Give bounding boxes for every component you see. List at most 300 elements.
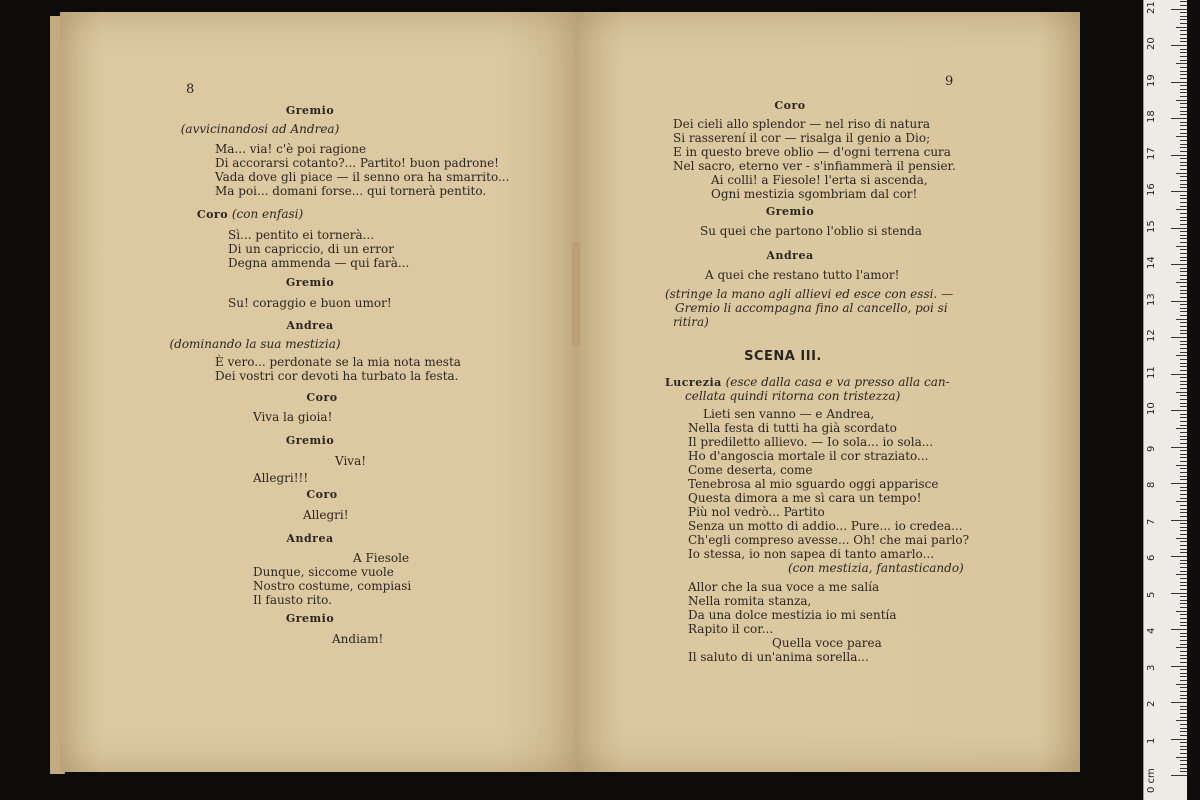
speaker-name-text: Gremio [285,612,335,625]
verse-line-text: Io stessa, io non sapea di tanto amarlo... [688,547,935,561]
ruler-tick [1180,749,1187,750]
ruler-tick [1180,505,1187,506]
ruler-tick [1180,257,1187,258]
ruler-tick [1171,666,1187,667]
verse-line-text: Il fausto rito. [253,593,332,607]
speaker-name-text: Gremio [285,276,335,289]
ruler-tick [1180,125,1187,126]
ruler-tick [1180,286,1187,287]
ruler-tick [1171,556,1187,557]
ruler-tick [1180,315,1187,316]
verse-line-text: Dei vostri cor devoti ha turbato la festa. [215,369,459,383]
ruler-tick [1180,235,1187,236]
ruler-tick [1180,341,1187,342]
speaker-name-text: Gremio [285,104,335,117]
ruler-tick [1180,71,1187,72]
verse-line-text: Nella romita stanza, [688,594,812,608]
ruler-label: 12 [1146,329,1157,342]
verse-line [688,548,934,561]
ruler-tick [1180,600,1187,601]
ruler-tick [1180,768,1187,769]
ruler-tick [1176,209,1187,210]
verse-line [253,411,332,424]
ruler-tick [1171,739,1187,740]
verse-line [688,623,773,636]
ruler-tick [1171,520,1187,521]
verse-line-text: Questa dimora a me sì cara un tempo! [688,491,922,505]
stage-direction [673,316,709,329]
ruler-tick [1180,457,1187,458]
ruler-tick [1180,38,1187,39]
ruler-tick [1180,530,1187,531]
ruler-tick [1180,16,1187,17]
measuring-ruler [1143,0,1187,800]
ruler-tick [1176,246,1187,247]
verse-line [711,188,917,201]
ruler-tick [1180,523,1187,524]
ruler-tick [1180,176,1187,177]
verse-line-text: Dunque, siccome vuole [253,565,394,579]
verse-line [673,146,951,159]
stage-direction: (esce dalla casa e va presso alla can- [721,375,950,389]
verse-line-text: Ma... via! c'è poi ragione [215,142,367,156]
ruler-tick [1180,30,1187,31]
speaker-name-text: Andrea [766,249,814,262]
ruler-label: 16 [1146,183,1157,196]
ruler-label: 19 [1146,73,1157,87]
verse-line-text: Come deserta, come [688,463,813,477]
ruler-label: 18 [1146,110,1157,123]
verse-line-text: Nostro costume, compiasi [253,579,412,593]
verse-line-text: Sì... pentito ei tornerà... [228,228,375,242]
ruler-tick [1180,717,1187,718]
verse-line-text: Tenebrosa al mio sguardo oggi apparisce [688,477,939,491]
ruler-tick [1180,655,1187,656]
verse-line-text: Rapito il cor... [688,622,774,636]
ruler-tick [1180,691,1187,692]
ruler-tick [1176,136,1187,137]
ruler-label: 9 [1146,445,1157,452]
ruler-tick [1180,162,1187,163]
verse-line [688,422,897,435]
speaker-name [160,319,460,332]
ruler-tick [1180,260,1187,261]
ruler-tick [1180,151,1187,152]
ruler-tick [1180,326,1187,327]
verse-line [688,595,811,608]
ruler-tick [1180,545,1187,546]
verse-line [253,594,332,607]
ruler-tick [1176,574,1187,575]
ruler-tick [1180,220,1187,221]
ruler-tick [1176,465,1187,466]
ruler-tick [1180,133,1187,134]
verse-line-text: Si rasserení il cor — risalga il genio a Dio; [673,131,931,145]
verse-line-text: Il prediletto allievo. — Io sola... io sola... [688,435,934,449]
ruler-tick [1180,439,1187,440]
ruler-tick [1180,742,1187,743]
verse-line-text: Su quei che partono l'oblio si stenda [700,224,922,238]
ruler-tick [1180,195,1187,196]
verse-line-text: Nel sacro, eterno ver - s'infiammerà il pensier. [673,159,956,173]
verse-line [253,580,411,593]
ruler-tick [1180,114,1187,115]
right-page [575,12,1080,772]
ruler-tick [1180,512,1187,513]
ruler-tick [1180,658,1187,659]
ruler-tick [1171,410,1187,411]
ruler-tick [1180,348,1187,349]
ruler-tick [1180,363,1187,364]
ruler-tick [1176,501,1187,502]
ruler-tick [1180,231,1187,232]
ruler-tick [1180,622,1187,623]
ruler-tick [1180,399,1187,400]
ruler-tick [1180,158,1187,159]
ruler-tick [1180,85,1187,86]
ruler-tick [1180,23,1187,24]
ruler-tick [1180,213,1187,214]
verse-line [688,651,869,664]
ruler-label: 3 [1146,664,1157,671]
verse-line [215,356,461,369]
verse-line-text: Ch'egli compreso avesse... Oh! che mai parlo? [688,533,970,547]
ruler-tick [1180,377,1187,378]
ruler-tick [1180,1,1187,2]
ruler-label: 4 [1146,627,1157,634]
ruler-tick [1180,746,1187,747]
verse-line [772,637,882,650]
verse-line [215,157,499,170]
ruler-tick [1180,129,1187,130]
speaker-name [640,249,940,262]
verse-line [688,534,969,547]
ruler-tick [1180,450,1187,451]
verse-line-text: Viva! [335,454,367,468]
ruler-tick [1180,311,1187,312]
verse-line-text: Degna ammenda — qui farà... [228,256,410,270]
ruler-tick [1180,381,1187,382]
ruler-tick [1180,352,1187,353]
ruler-label: 11 [1146,365,1157,379]
ruler-tick [1180,242,1187,243]
ruler-tick [1180,753,1187,754]
ruler-tick [1180,308,1187,309]
ruler-tick [1180,34,1187,35]
verse-line [215,143,366,156]
verse-line [711,174,928,187]
ruler-tick [1180,571,1187,572]
ruler-tick [1180,202,1187,203]
verse-line-text: Ogni mestizia sgombriam dal cor! [711,187,918,201]
ruler-tick [1180,388,1187,389]
ruler-tick [1171,118,1187,119]
ruler-tick [1180,713,1187,714]
speaker-name [160,532,460,545]
ruler-tick [1180,78,1187,79]
ruler-tick [1180,107,1187,108]
verse-line-text: Viva la gioia! [253,410,333,424]
ruler-tick [1171,191,1187,192]
ruler-tick [1180,253,1187,254]
ruler-tick [1180,111,1187,112]
verse-line [688,581,879,594]
ruler-tick [1180,406,1187,407]
ruler-tick [1180,695,1187,696]
ruler-tick [1180,436,1187,437]
ruler-tick [1171,301,1187,302]
ruler-tick [1180,509,1187,510]
speaker-name [160,276,460,289]
ruler-tick [1171,228,1187,229]
verse-line-text: Allegri!!! [253,471,309,485]
ruler-tick [1180,760,1187,761]
ruler-tick [1180,279,1187,280]
ruler-tick [1180,217,1187,218]
ruler-tick [1180,454,1187,455]
verse-line-text: Ma poi... domani forse... qui tornerà pentito. [215,184,487,198]
left-page [60,12,575,772]
ruler-tick [1180,731,1187,732]
ruler-tick [1180,468,1187,469]
stage-direction [105,338,405,351]
ruler-tick [1180,443,1187,444]
ruler-tick [1180,461,1187,462]
ruler-tick [1180,640,1187,641]
verse-line-text: Lieti sen vanno — e Andrea, [703,407,875,421]
ruler-tick [1180,359,1187,360]
stage-direction-text: (dominando la sua mestizia) [169,337,341,351]
ruler-tick [1180,560,1187,561]
ruler-label: 5 [1146,591,1157,598]
verse-line [673,118,930,131]
ruler-tick [1180,370,1187,371]
verse-line-text: Andiam! [332,632,384,646]
verse-line-text: Di un capriccio, di un error [228,242,394,256]
stage-direction [675,302,948,315]
verse-line [688,609,897,622]
verse-line-text: Allegri! [303,508,349,522]
ruler-tick [1180,96,1187,97]
verse-line [688,520,963,533]
speaker-name [100,208,400,221]
ruler-label: 21 [1146,0,1157,14]
ruler-tick [1176,392,1187,393]
ruler-tick [1180,651,1187,652]
stage-direction [665,288,953,301]
verse-line [673,160,956,173]
ruler-tick [1180,549,1187,550]
ruler-label: 14 [1146,256,1157,269]
ruler-tick [1176,757,1187,758]
page-number: 9 [945,74,954,89]
ruler-tick [1180,297,1187,298]
stage-direction-text: (avvicinandosi ad Andrea) [180,122,340,136]
ruler-tick [1180,5,1187,6]
ruler-tick [1176,720,1187,721]
ruler-tick [1176,428,1187,429]
ruler-tick [1180,771,1187,772]
speaker-name [640,205,940,218]
scene-heading [633,350,933,363]
verse-line [253,472,308,485]
ruler-tick [1180,52,1187,53]
verse-line [673,132,930,145]
ruler-tick [1180,662,1187,663]
ruler-tick [1180,607,1187,608]
speaker-name-text: Coro [774,99,806,112]
speaker-name [640,99,940,112]
ruler-tick [1180,618,1187,619]
ruler-tick [1180,589,1187,590]
verse-line [228,257,409,270]
ruler-tick [1180,494,1187,495]
ruler-tick [1180,49,1187,50]
ruler-tick [1180,676,1187,677]
ruler-tick [1171,775,1187,776]
speaker-name-text: Gremio [285,434,335,447]
ruler-tick [1180,144,1187,145]
stage-direction-text: (stringe la mano agli allievi ed esce con essi. — [665,287,954,301]
ruler-tick [1180,89,1187,90]
ruler-tick [1180,103,1187,104]
ruler-tick [1171,483,1187,484]
speaker-name [172,488,472,501]
ruler-tick [1180,709,1187,710]
ruler-tick [1180,41,1187,42]
stage-direction [685,390,900,403]
verse-line-text: Senza un motto di addio... Pure... io credea... [688,519,963,533]
speaker-name-text: Andrea [286,532,334,545]
ruler-label: 2 [1146,700,1157,707]
ruler-tick [1176,684,1187,685]
scene-heading-text: SCENA III. [744,349,822,364]
ruler-label: 15 [1146,219,1157,233]
ruler-tick [1180,60,1187,61]
verse-line-text: Da una dolce mestizia io mi sentía [688,608,897,622]
verse-line-text: Vada dove gli piace — il senno ora ha smarrito... [215,170,510,184]
ruler-tick [1180,578,1187,579]
ruler-tick [1180,432,1187,433]
ruler-tick [1180,198,1187,199]
ruler-tick [1180,147,1187,148]
stage-direction-text: Gremio li accompagna fino al cancello, poi si [675,301,948,315]
ruler-tick [1180,472,1187,473]
ruler-tick [1180,268,1187,269]
speaker-name [160,104,460,117]
ruler-tick [1180,275,1187,276]
ruler-tick [1180,498,1187,499]
ruler-tick [1180,293,1187,294]
speaker-name-text: Lucrezia [665,376,722,389]
stage-direction [110,123,410,136]
verse-line [353,552,409,565]
speaker-name [665,376,950,389]
speaker-name [160,612,460,625]
ruler-tick [1180,527,1187,528]
ruler-tick [1180,304,1187,305]
ruler-label: 0 cm [1146,768,1157,793]
ruler-tick [1180,403,1187,404]
speaker-name-text: Gremio [765,205,815,218]
ruler-tick [1180,56,1187,57]
verse-line [688,436,933,449]
ruler-tick [1180,698,1187,699]
verse-line-text: Il saluto di un'anima sorella... [688,650,869,664]
stage-direction-text: (con mestizia, fantasticando) [788,561,964,575]
verse-line-text: A Fiesole [353,551,410,565]
verse-line [228,229,374,242]
verse-line-text: Quella voce parea [772,636,882,650]
speaker-name-text: Coro [306,391,338,404]
ruler-tick [1180,541,1187,542]
ruler-tick [1180,140,1187,141]
speaker-name [160,434,460,447]
verse-line-text: A quei che restano tutto l'amor! [705,268,900,282]
ruler-label: 1 [1146,737,1157,744]
ruler-tick [1180,476,1187,477]
verse-line [688,492,921,505]
verse-line-text: Su! coraggio e buon umor! [228,296,392,310]
ruler-tick [1176,611,1187,612]
ruler-tick [1176,100,1187,101]
ruler-tick [1180,735,1187,736]
ruler-tick [1180,680,1187,681]
speaker-name-text: Andrea [286,319,334,332]
ruler-tick [1171,447,1187,448]
verse-line [228,297,392,310]
open-book [50,12,1085,780]
stage-direction-text: cellata quindi ritorna con tristezza) [685,389,901,403]
ruler-tick [1180,224,1187,225]
ruler-tick [1180,330,1187,331]
ruler-label: 7 [1146,518,1157,525]
ruler-tick [1171,264,1187,265]
stage-direction [788,562,964,575]
ruler-tick [1180,67,1187,68]
ruler-tick [1180,414,1187,415]
ruler-tick [1180,425,1187,426]
ruler-tick [1176,173,1187,174]
ruler-tick [1180,238,1187,239]
ruler-tick [1180,122,1187,123]
verse-line-text: Ai colli! a Fiesole! l'erta si ascenda, [711,173,928,187]
verse-line [335,455,366,468]
ruler-label: 13 [1146,292,1157,306]
ruler-tick [1180,421,1187,422]
verse-line [688,450,928,463]
ruler-tick [1180,724,1187,725]
ruler-tick [1180,614,1187,615]
ruler-tick [1176,538,1187,539]
ruler-tick [1180,333,1187,334]
ruler-tick [1180,180,1187,181]
ruler-tick [1171,45,1187,46]
ruler-tick [1176,319,1187,320]
ruler-tick [1180,165,1187,166]
verse-line [705,269,899,282]
verse-line [332,633,383,646]
ruler-tick [1180,516,1187,517]
ruler-tick [1176,27,1187,28]
verse-line [703,408,874,421]
ruler-tick [1180,12,1187,13]
verse-line [253,566,394,579]
ruler-tick [1171,593,1187,594]
ruler-tick [1180,603,1187,604]
ruler-tick [1180,169,1187,170]
verse-line-text: Più nol vedrò... Partito [688,505,825,519]
